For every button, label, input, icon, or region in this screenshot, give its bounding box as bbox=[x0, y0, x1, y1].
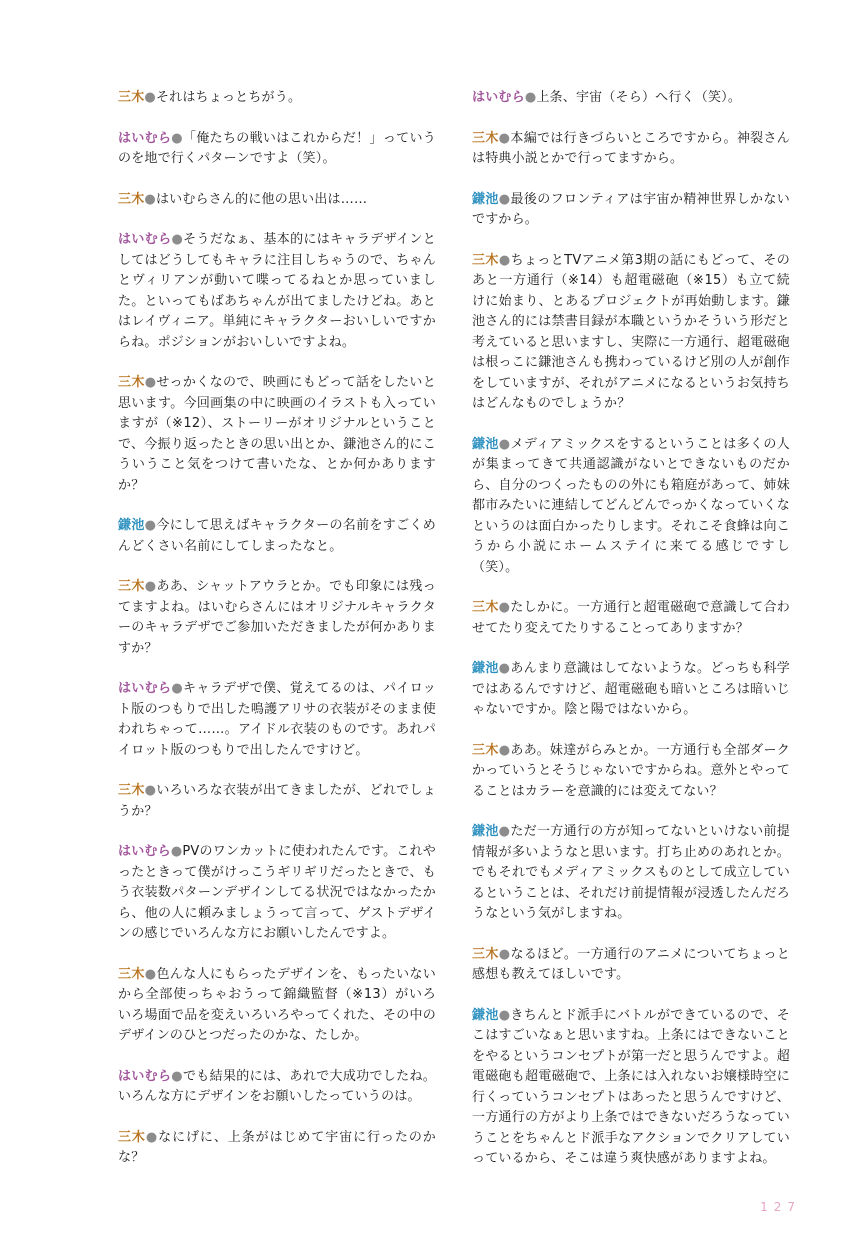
page-number: 127 bbox=[760, 1200, 801, 1214]
dialogue-text: 本編では行きづらいところですから。神裂さんは特典小説とかで行ってますから。 bbox=[472, 130, 791, 166]
dialogue-entry bbox=[472, 435, 790, 579]
speaker-separator: ● bbox=[524, 90, 537, 105]
dialogue-entry bbox=[472, 129, 790, 170]
speaker-separator: ● bbox=[498, 191, 511, 207]
dialogue-entry bbox=[472, 598, 790, 639]
speaker-separator: ● bbox=[498, 824, 511, 839]
dialogue-entry bbox=[118, 965, 436, 1047]
dialogue-entry bbox=[472, 1006, 790, 1170]
right-column bbox=[472, 88, 790, 1190]
speaker-name: 鎌池 bbox=[472, 191, 499, 207]
speaker-name: はいむら bbox=[472, 90, 525, 105]
speaker-separator: ● bbox=[144, 783, 157, 798]
speaker-separator: ● bbox=[498, 661, 511, 676]
dialogue-entry bbox=[118, 679, 436, 761]
speaker-name: はいむら bbox=[118, 681, 172, 696]
dialogue-entry bbox=[118, 373, 436, 496]
speaker-separator: ● bbox=[144, 90, 156, 105]
speaker-separator: ● bbox=[144, 375, 157, 390]
dialogue-text: そうだなぁ、基本的にはキャラデザインとしてはどうしてもキャラに注目しちゃうので、ちゃんとヴィリアンが動いて喋ってるねとか思っていました。といってもばあちゃんが出てましたけどね。あとはレイヴィニア。単純にキャラクターおいしいですからね。ポジションがおいしいですよね。 bbox=[118, 232, 436, 350]
speaker-name: はいむら bbox=[118, 844, 171, 859]
speaker-name: 三木 bbox=[118, 375, 145, 390]
dialogue-text: それはちょっとちがう。 bbox=[155, 90, 302, 105]
speaker-name: 三木 bbox=[118, 1129, 146, 1145]
speaker-separator: ● bbox=[171, 232, 184, 247]
dialogue-entry bbox=[472, 945, 790, 986]
dialogue-entry bbox=[118, 230, 436, 353]
speaker-separator: ● bbox=[498, 946, 511, 962]
dialogue-text: メディアミックスをするということは多くの人が集まってきて共通認識がないとできないものだから、自分のつくったものの外にも箱庭があって、姉妹都市みたいに連結してどんどんでっかくなっていくなというのは面白かったりします。それこそ食蜂は向こうから小説にホームステイに来てる感じですし（笑）。 bbox=[472, 436, 790, 575]
speaker-name: はいむら bbox=[118, 232, 172, 247]
speaker-name: はいむら bbox=[118, 130, 172, 146]
dialogue-entry bbox=[472, 741, 790, 803]
dialogue-text: でも結果的には、あれで大成功でしたね。いろんな方にデザインをお願いしたっていうのは。 bbox=[118, 1068, 436, 1104]
speaker-separator: ● bbox=[171, 130, 183, 146]
speaker-separator: ● bbox=[498, 252, 511, 268]
dialogue-entry bbox=[118, 1067, 436, 1108]
speaker-name: 鎌池 bbox=[472, 661, 499, 676]
speaker-name: 三木 bbox=[472, 600, 499, 615]
dialogue-text: ただ一方通行の方が知ってないといけない前提情報が多いようなと思います。打ち止めのあれとか。でもそれでもメディアミックスものとして成立しているということは、それだけ前提情報が浸透したんだろうなという気がしますね。 bbox=[472, 824, 791, 921]
speaker-name: 鎌池 bbox=[472, 436, 499, 452]
dialogue-text: はいむらさん的に他の思い出は…… bbox=[155, 191, 368, 207]
dialogue-entry bbox=[118, 781, 436, 822]
speaker-name: 三木 bbox=[118, 90, 145, 105]
dialogue-text: 上条、宇宙（そら）へ行く（笑）。 bbox=[536, 90, 742, 105]
dialogue-text: なるほど。一方通行のアニメについてちょっと感想も教えてほしいです。 bbox=[472, 946, 791, 982]
dialogue-text: いろいろな衣装が出てきましたが、どれでしょうか？ bbox=[118, 783, 437, 819]
dialogue-entry bbox=[472, 822, 790, 925]
dialogue-text: きちんとド派手にバトルができているので、そこはすごいなぁと思いますね。上条にはできないことをやるというコンセプトが第一だと思うんですよ。超電磁砲も超電磁砲で、上条には入れないお嬢様時空に行くっていうコンセプトはあったと思うんですけど、一方通行の方がより上条ではできないだろうなっていうことをちゃんとド派手なアクションでクリアしていっているから、そこは違う爽快感がありますよね。 bbox=[472, 1007, 791, 1166]
dialogue-text: ああ、シャットアウラとか。でも印象には残ってますよね。はいむらさんにはオリジナルキャラクターのキャラデザでご参加いただきましたが何かありますか？ bbox=[118, 579, 436, 656]
dialogue-entry bbox=[118, 842, 436, 945]
speaker-name: 三木 bbox=[118, 579, 145, 594]
speaker-separator: ● bbox=[498, 742, 511, 758]
dialogue-text: 色んな人にもらったデザインを、もったいないから全部使っちゃおうって錦織監督（※13）がいろいろ場面で品を変えいろいろやってくれた、その中のデザインのひとつだったのかな、たしか。 bbox=[118, 966, 437, 1043]
speaker-name: 三木 bbox=[472, 252, 499, 268]
speaker-name: 三木 bbox=[118, 966, 145, 982]
dialogue-text: なにげに、上条がはじめて宇宙に行ったのかな？ bbox=[118, 1129, 436, 1165]
speaker-separator: ● bbox=[144, 191, 156, 207]
dialogue-text: せっかくなので、映画にもどって話をしたいと思います。今回画集の中に映画のイラストも入っていますが（※12）、ストーリーがオリジナルということで、今振り返ったときの思い出とか、鎌池さん的にこういうこと気をつけて書いたな、とか何かありますか？ bbox=[118, 375, 436, 493]
speaker-name: はいむら bbox=[118, 1068, 172, 1084]
speaker-separator: ● bbox=[498, 436, 511, 452]
dialogue-entry bbox=[472, 659, 790, 721]
dialogue-text: ああ。妹達がらみとか。一方通行も全部ダークかっていうとそうじゃないですからね。意外とやってることはカラーを意識的には変えてない？ bbox=[472, 742, 791, 799]
dialogue-entry bbox=[118, 1128, 436, 1169]
left-column bbox=[118, 88, 436, 1189]
dialogue-entry bbox=[118, 516, 436, 557]
speaker-separator: ● bbox=[170, 844, 183, 859]
speaker-name: 鎌池 bbox=[472, 824, 499, 839]
speaker-name: 三木 bbox=[118, 191, 145, 207]
dialogue-entry bbox=[118, 190, 436, 211]
speaker-name: 三木 bbox=[472, 742, 499, 758]
dialogue-entry bbox=[118, 88, 436, 109]
dialogue-text: PVのワンカットに使われたんです。これやったときって僕がけっこうギリギリだったときで、もう衣装数パターンデザインしてる状況ではなかったから、他の人に頼みましょうって言って、ゲストデザインの感じでいろんな方にお願いしたんですよ。 bbox=[118, 844, 436, 941]
speaker-name: 鎌池 bbox=[118, 518, 145, 533]
speaker-separator: ● bbox=[144, 966, 157, 982]
dialogue-entry bbox=[472, 251, 790, 415]
speaker-separator: ● bbox=[144, 518, 157, 533]
speaker-name: 三木 bbox=[472, 130, 499, 146]
speaker-separator: ● bbox=[498, 1007, 511, 1023]
speaker-separator: ● bbox=[171, 1068, 183, 1084]
speaker-separator: ● bbox=[145, 1129, 159, 1145]
dialogue-entry bbox=[118, 129, 436, 170]
dialogue-entry bbox=[118, 577, 436, 659]
speaker-separator: ● bbox=[498, 130, 511, 146]
speaker-name: 三木 bbox=[472, 946, 499, 962]
speaker-separator: ● bbox=[171, 681, 184, 696]
dialogue-text: 今にして思えばキャラクターの名前をすごくめんどくさい名前にしてしまったなと。 bbox=[118, 518, 436, 554]
speaker-separator: ● bbox=[144, 579, 157, 594]
speaker-name: 鎌池 bbox=[472, 1007, 499, 1023]
dialogue-entry bbox=[472, 88, 790, 109]
dialogue-text: ちょっとTVアニメ第3期の話にもどって、そのあと一方通行（※14）も超電磁砲（※15）も立て続けに始まり、とあるプロジェクトが再始動します。鎌池さん的には禁書目録が本職というかそういう形だと考えていると思いますし、実際に一方通行、超電磁砲は根っこに鎌池さんも携わっているけど別の人が創作をしていますが、それがアニメになるというお気持ちはどんなものでしょうか？ bbox=[472, 252, 790, 411]
dialogue-entry bbox=[472, 190, 790, 231]
speaker-separator: ● bbox=[498, 600, 511, 615]
dialogue-text: キャラデザで僕、覚えてるのは、パイロット版のつもりで出した鳴護アリサの衣装がそのまま使われちゃって……。アイドル衣装のものです。あれパイロット版のつもりで出したんですけど。 bbox=[118, 681, 436, 758]
dialogue-text: あんまり意識はしてないような。どっちも科学ではあるんですけど、超電磁砲も暗いところは暗いじゃないですか。陰と陽ではないから。 bbox=[472, 661, 790, 717]
speaker-name: 三木 bbox=[118, 783, 145, 798]
dialogue-text: たしかに。一方通行と超電磁砲で意識して合わせてたり変えてたりすることってありますか？ bbox=[472, 600, 791, 636]
dialogue-text: 最後のフロンティアは宇宙か精神世界しかないですから。 bbox=[472, 191, 790, 227]
dialogue-text: 「俺たちの戦いはこれからだ！」っていうのを地で行くパターンですよ（笑）。 bbox=[118, 130, 436, 166]
